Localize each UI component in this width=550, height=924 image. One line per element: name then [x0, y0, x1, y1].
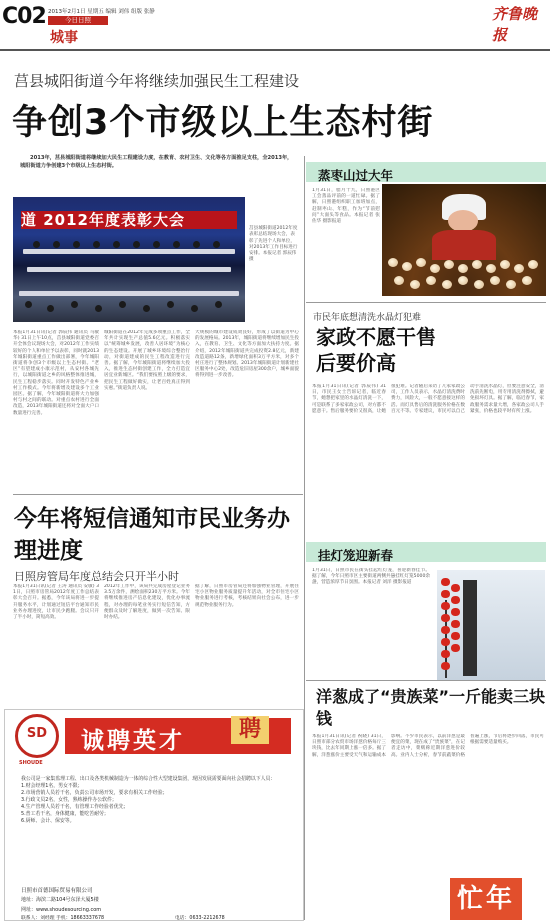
main-story-lead: 2013年，莒县城阳街道将继续加大民生工程建设力度，在教育、农村卫生、文化等各方面推足支柱，全2013年，城阳街道力争创建3个市级以上生态村街。 — [20, 155, 293, 169]
header-divider — [0, 49, 550, 51]
recruitment-ad — [4, 709, 304, 921]
ad-item: 3.行政文员2名，女性，熟练操作办公软件； — [21, 797, 117, 803]
section-divider — [13, 494, 303, 495]
second-story-column-1: 本报1月31日讯(记者 王涛 通讯员 安敏) 31日，日照市房管局2012年度工作总结表彰大会召开。据悉，今年该局将进一步提升服务水平，计划通过短信平台通知市民业务办理进度，让市民少跑腿。会议只开了半小时，简短高效。 — [13, 584, 99, 621]
section-name: 城事 — [50, 30, 78, 46]
main-story-kicker: 莒县城阳街道今年将继续加强民生工程建设 — [14, 72, 300, 90]
second-story-headline: 今年将短信通知市民业务办理进度 — [14, 506, 290, 564]
busy-new-year-stamp: 忙年 — [450, 878, 522, 920]
ad-phone: 电话：0633-2212678 — [175, 916, 225, 921]
column-divider — [304, 156, 305, 920]
section-divider — [306, 302, 546, 303]
right-story-2-headline: 家政不愿干售后要价高 — [316, 325, 436, 375]
main-story-column-3: 大规模的城市建设成效良好，形成了以街道为中心的发展格局。2013年，城阳街道将继续增加民生投入，在教育、卫生、文化等方面加大扶持力度。据介绍，2012年城阳街道共完成投资2.8亿元，新建改造道路12条，新增绿化面积3万平方米，对多个村庄进行了整体规划。2013年城阳街道计划新建社区服务中心2处，改造危旧房屋300余户，城乡面貌将得到进一步改善。 — [195, 330, 299, 379]
ad-intro: 我公司是一家集监理工程、出口及各类机械制造为一体的综合性大型建设集团，现因发展需要面向社会招聘以下人员： — [21, 776, 276, 782]
lantern-photo — [437, 570, 545, 680]
ad-item: 4.生产管理人员若干名，有管理工作经验者优先； — [21, 804, 129, 810]
ad-body — [21, 776, 291, 825]
right-story-4-headline: 洋葱成了“贵族菜”一斤能卖三块钱 — [316, 687, 546, 728]
right-story-3-body: 1月31日，日照市民在街头挂起红灯笼，喜迎新春佳节。据了解，今年日照市区主要街道两侧共悬挂红灯笼5000余盏，营造浓厚节日氛围。本报记者 刘洋 摄影报道 — [312, 568, 430, 586]
right-story-2-kicker: 市民年底想清洗水晶灯犯难 — [313, 313, 422, 323]
section-divider — [306, 680, 546, 681]
right-story-1-body: 1月31日，腊月十九，日照港区工会蒸品评前的一道忙碌。据了解，日照港组织职工加班加点，赶制枣山、年糕，作为“节前慰问”大面头等食品。本报记者 张佐华 摄影报道 — [312, 188, 380, 225]
shoude-logo — [15, 714, 59, 758]
brand-name: SHOUDE — [19, 760, 43, 766]
main-story-column-1: 本报1月31日讯(记者 郭辰伟 通讯员 马敏华) 31日上午10点，莒县城阳街道党委召开全体会议现场大会，对2012年工作实绩较好的个人和单位予以表彰，同时就2013年城阳街道重点工作做出部署，今年城阳街道将争创3个市级以上生态村街。“老区”有望建成小康示范村，从安村各城先行，以城阳街道之乡的风格整体推进城，民生工程稳步落实。同时开发特色产业乡村工作模式。今年将新增及建设多个工业园区。据了解，今年城阳街道将大力加强村与村之间的联动。对重点农村进行全面改造，2013年城阳街道还将对全面大户口数量进行完善。 — [13, 330, 99, 416]
meeting-photo-banner: 道 2012年度表彰大会 — [21, 211, 237, 229]
ad-item: 6.厨师、会计、保安等。 — [21, 818, 75, 824]
main-story-column-2: 城阳街道在2012年完成多项重点工作，全年共计实现生产总值5.6亿元。积极落实以“统筹城乡发展，改善人居环境”为核心的生态建设。开展了城乡环境综合整治行动，对街道建成的民生工程改造进行完善。据了解，今年城阳街道将继续加大投入，推进生态村街创建工作，全力打造宜居宜业新城区。“我们要按照上级的要求，把民生工程做好做实，让老百姓真正得到实惠。”街道负责人说。 — [104, 330, 190, 391]
ad-item: 1.财会经理1名，男女不限； — [21, 783, 83, 789]
ad-company: 日照市首德国际贸易有限公司 — [21, 888, 93, 894]
steamed-bun-photo — [382, 184, 546, 296]
issue-info: 2013年2月1日 星期五 编辑 刘伟 组版 张静 — [48, 9, 155, 15]
ad-contact: 联系人：刘经理 手机：18663337678 — [21, 916, 105, 921]
right-story-3-headline: 挂灯笼迎新春 — [318, 548, 394, 563]
daily-tag: 今日日照 — [48, 16, 108, 25]
ad-title: 诚聘英才 — [81, 728, 185, 754]
main-story-headline: 争创3个市级以上生态村街 — [12, 103, 434, 143]
ad-address: 地址：海滨二路104号东泽大厦5楼 — [21, 897, 99, 903]
meeting-photo — [13, 197, 245, 322]
ad-item: 2.市场营销人员若干名，负责公司市场开发，要求有相关工作经验； — [21, 790, 168, 796]
logo-text: SD — [26, 726, 48, 741]
meeting-photo-caption — [249, 226, 299, 264]
right-story-2-body: 本报1月31日讯(记者 郭辰伟) 31日，市民王女士告诉记者，临近春节，她想把家里的水晶灯清洗一下，可是联系了多家家政公司，对方都不愿意干。售后服务要价又很高，让她很犯难。记者随后采访了几家家政公司，工作人员表示，水晶灯清洗费时费力，风险大，一般不愿意接这样的活。而灯具售后的清洗服务价格在数百元不等。专家建议，市民可以自己动手清洗水晶灯，但要注意安全，清洗前先断电，用专用清洗剂擦拭，避免损坏灯具。据了解，临近春节，家政服务需求量大增，各家政公司人手紧张，价格也较平时有所上涨。 — [312, 384, 544, 414]
ad-website: 网址：www.shoudesourcing.com — [21, 907, 102, 913]
second-story-column-3: 据了解，日照市房管局还将加强物业管理，开展住宅小区物业服务质量提升年活动，对全市住宅小区物业服务进行考核，考核结果向社会公布，进一步规范物业服务行为。 — [195, 584, 299, 608]
right-story-1-headline: 蒸枣山过大年 — [318, 168, 394, 183]
second-story-subtitle: 日照房管局年度总结会只开半小时 — [14, 570, 179, 583]
ad-item: 5.普工若干名，身体健康，能吃苦耐劳； — [21, 811, 109, 817]
caption-text: 莒县城阳街道2012年度表彰总结现场大会，表彰了先进个人和单位，对2013年工作目标进行安排。本报记者 郭辰伟 摄 — [249, 226, 298, 263]
ad-badge: 聘 — [231, 716, 269, 744]
right-story-4-body: 本报1月31日讯(记者 祝晓) 31日，日照市部分农贸市场洋葱价格每斤三块钱，比去年同期上涨一倍多。据了解，洋葱涨价主要受天气和运输成本影响。不少市民表示，以前洋葱是最便宜的菜，现在成了“贵族菜”，在记者走访中，菜贩称近期洋葱进价较高。业内人士分析，春节前蔬菜价格普遍上涨，节后将逐步回落，市民可根据需要适量购买。 — [312, 734, 544, 758]
second-story-column-2: 2012年工作中，该局共完成房屋登记业务3.5万余件，测绘面积230万平方米。今年将继续推进房产信息化建设，优化办事流程，对办理的每笔业务实行短信告知，方便群众及时了解进度，做到一次告知、限时办结。 — [104, 584, 190, 621]
masthead-logo: 齐鲁晚报 — [492, 5, 538, 44]
page-code: C02 — [2, 4, 46, 29]
